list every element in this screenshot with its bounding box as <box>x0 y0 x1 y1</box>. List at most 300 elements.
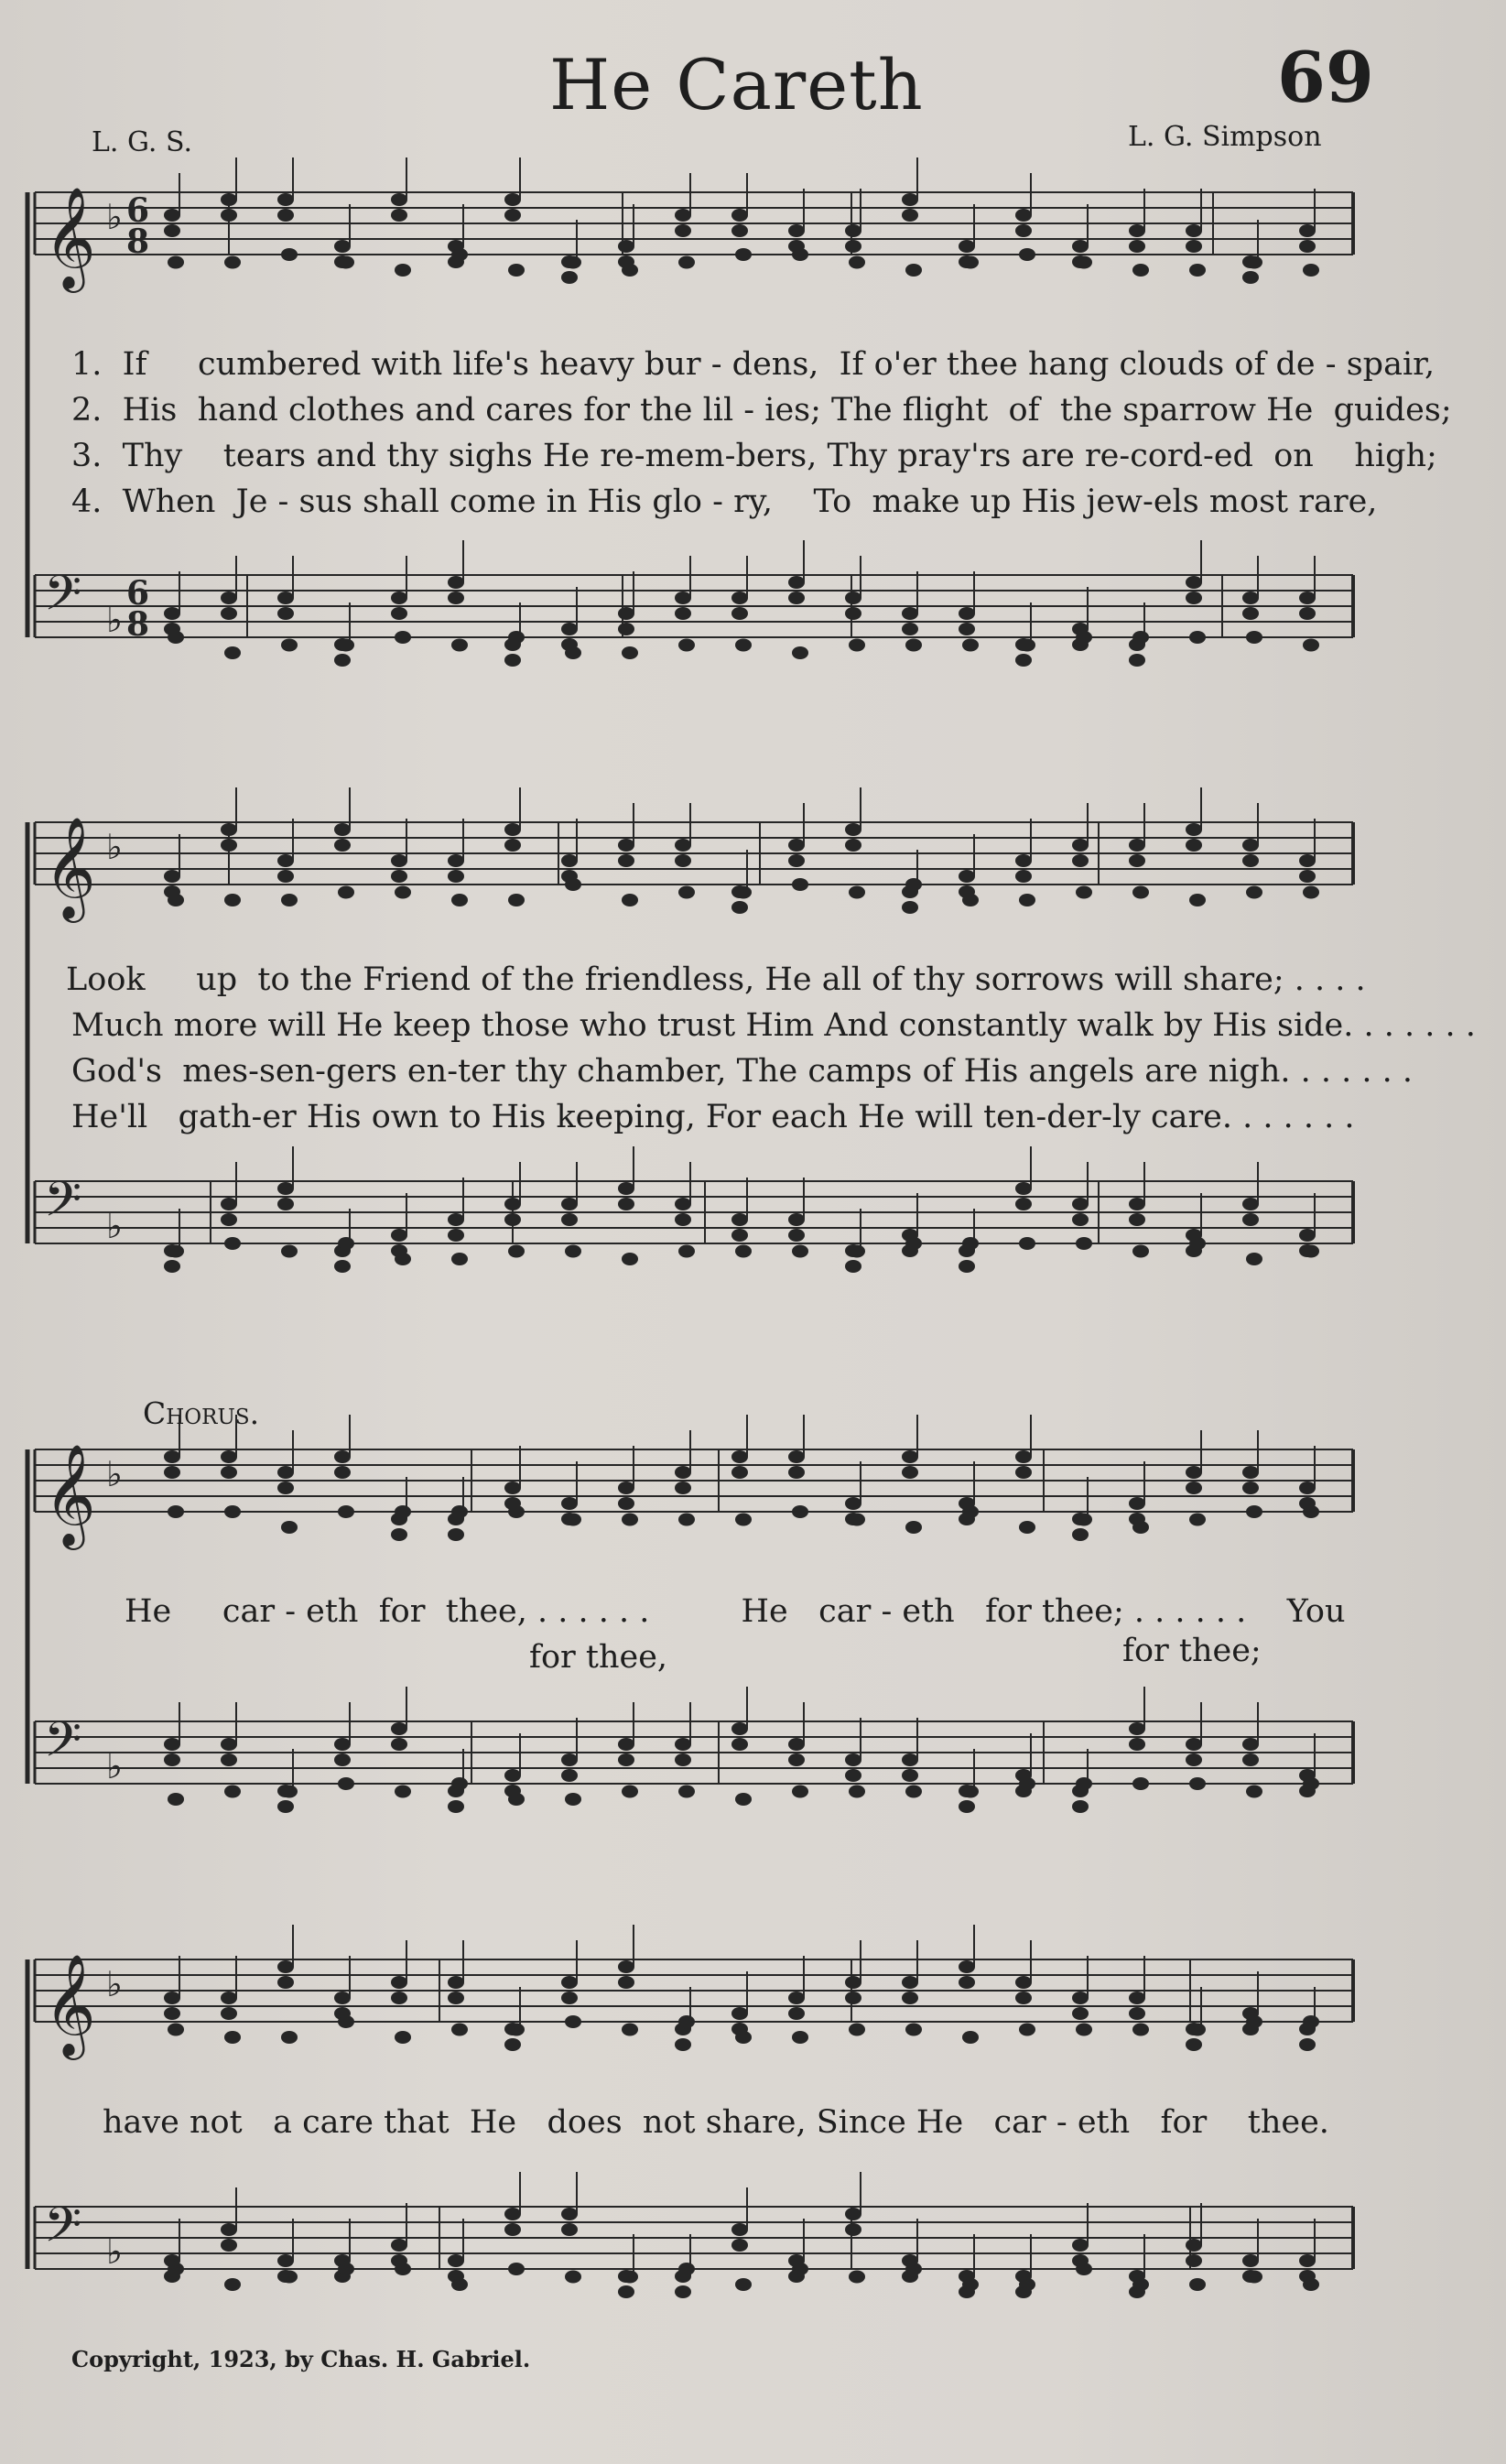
note-head <box>731 2007 748 2020</box>
note-head <box>845 839 861 852</box>
note-head <box>1015 1976 1032 1989</box>
note-head <box>395 631 411 644</box>
note-head <box>902 901 918 914</box>
note-head <box>451 1253 468 1265</box>
note-head <box>1072 2239 1089 2252</box>
note-head <box>845 224 861 237</box>
note-head <box>221 823 237 836</box>
note-head <box>224 2031 241 2044</box>
note-head <box>1072 839 1089 852</box>
note-head <box>448 1528 464 1541</box>
note-head <box>565 2015 581 2028</box>
note-head <box>164 209 180 222</box>
note-head <box>1246 1505 1262 1518</box>
note-head <box>618 1738 634 1751</box>
note-head <box>622 646 638 659</box>
note-head <box>504 2208 521 2220</box>
note-head <box>508 1245 525 1258</box>
note-head <box>618 854 634 867</box>
note-head <box>678 1245 695 1258</box>
note-head <box>448 1229 464 1242</box>
note-head <box>221 193 237 206</box>
note-head <box>845 1753 861 1766</box>
note-head <box>1186 839 1202 852</box>
note-head <box>731 1466 748 1479</box>
note-head <box>281 894 298 906</box>
note-head <box>277 870 294 883</box>
note-head <box>905 639 922 652</box>
note-head <box>561 1198 578 1210</box>
verse-2-line-1: 2. His hand clothes and cares for the lil - ies; The flight of the sparrow He guides; <box>71 392 1452 429</box>
note-head <box>391 592 407 604</box>
note-head <box>565 646 581 659</box>
note-head <box>845 1992 861 2004</box>
note-head <box>792 248 808 261</box>
note-head <box>448 854 464 867</box>
note-head <box>221 592 237 604</box>
bass-clef-icon: 𝄢 <box>44 1172 82 1240</box>
note-head <box>1129 1992 1145 2004</box>
note-head <box>1072 1198 1089 1210</box>
words-author: L. G. S. <box>92 126 192 158</box>
note-head <box>1242 607 1259 620</box>
note-head <box>221 607 237 620</box>
note-head <box>1015 1198 1032 1210</box>
note-head <box>164 1753 180 1766</box>
note-head <box>221 1450 237 1463</box>
note-head <box>451 639 468 652</box>
note-head <box>1246 2015 1262 2028</box>
note-head <box>1076 631 1092 644</box>
note-head <box>277 1198 294 1210</box>
time-signature-icon: 8 <box>126 223 150 261</box>
note-head <box>1303 2015 1319 2028</box>
note-head <box>959 1960 975 1973</box>
note-head <box>845 1976 861 1989</box>
note-head <box>1019 639 1035 652</box>
note-head <box>675 854 691 867</box>
note-head <box>1242 1482 1259 1494</box>
note-head <box>618 607 634 620</box>
flat-icon: ♭ <box>106 1964 123 2004</box>
note-head <box>168 256 184 269</box>
note-head <box>1129 854 1145 867</box>
bass-clef-icon: 𝄢 <box>44 2198 82 2265</box>
note-head <box>902 209 918 222</box>
note-head <box>1246 2271 1262 2284</box>
note-head <box>1186 240 1202 253</box>
note-head <box>221 1753 237 1766</box>
note-head <box>622 894 638 906</box>
note-head <box>1132 1521 1149 1534</box>
note-head <box>788 1229 805 1242</box>
note-head <box>1189 631 1206 644</box>
note-head <box>1132 2278 1149 2291</box>
note-head <box>1242 1466 1259 1479</box>
note-head <box>565 1514 581 1526</box>
note-head <box>224 1237 241 1250</box>
note-head <box>1129 1497 1145 1510</box>
note-head <box>1015 654 1032 667</box>
note-head <box>731 2223 748 2236</box>
note-head <box>224 256 241 269</box>
note-head <box>281 2031 298 2044</box>
treble-clef-icon: 𝄞 <box>44 816 96 918</box>
note-head <box>792 1786 808 1798</box>
note-head <box>221 839 237 852</box>
note-head <box>731 901 748 914</box>
note-head <box>561 2208 578 2220</box>
note-head <box>334 823 351 836</box>
note-head <box>448 1992 464 2004</box>
note-head <box>561 1992 578 2004</box>
note-head <box>1076 1777 1092 1790</box>
note-head <box>735 248 752 261</box>
note-head <box>622 2271 638 2284</box>
note-head <box>1303 639 1319 652</box>
note-head <box>959 607 975 620</box>
note-head <box>618 1482 634 1494</box>
note-head <box>1019 1521 1035 1534</box>
note-head <box>1189 1777 1206 1790</box>
note-head <box>221 1198 237 1210</box>
note-head <box>281 1521 298 1534</box>
note-head <box>788 1738 805 1751</box>
note-head <box>1132 1245 1149 1258</box>
note-head <box>1242 1213 1259 1226</box>
note-head <box>277 193 294 206</box>
note-head <box>1246 1253 1262 1265</box>
note-head <box>849 1514 865 1526</box>
note-head <box>1076 2263 1092 2275</box>
note-head <box>334 1992 351 2004</box>
note-head <box>395 886 411 899</box>
note-head <box>1129 1738 1145 1751</box>
note-head <box>845 240 861 253</box>
chorus-line-2: have not a care that He does not share, Since He car - eth for thee. <box>103 2104 1329 2141</box>
hymn-number: 69 <box>1277 37 1374 118</box>
note-head <box>448 1213 464 1226</box>
note-head <box>395 2263 411 2275</box>
note-head <box>1015 224 1032 237</box>
note-head <box>391 1722 407 1735</box>
note-head <box>618 1198 634 1210</box>
note-head <box>902 607 918 620</box>
note-head <box>959 623 975 635</box>
note-head <box>1242 1738 1259 1751</box>
note-head <box>1072 854 1089 867</box>
note-head <box>221 2007 237 2020</box>
note-head <box>845 1769 861 1782</box>
note-head <box>622 264 638 277</box>
note-head <box>675 607 691 620</box>
note-head <box>561 623 578 635</box>
note-head <box>1019 2024 1035 2036</box>
note-head <box>338 256 354 269</box>
note-head <box>168 2024 184 2036</box>
note-head <box>1072 1800 1089 1813</box>
verse-3-line-2: God's mes-sen-gers en-ter thy chamber, The camps of His angels are nigh. . . . . . . <box>71 1053 1413 1090</box>
note-head <box>905 264 922 277</box>
note-head <box>902 1466 918 1479</box>
note-head <box>788 839 805 852</box>
note-head <box>675 1198 691 1210</box>
note-head <box>504 823 521 836</box>
note-head <box>338 2263 354 2275</box>
note-head <box>1299 1229 1316 1242</box>
note-head <box>334 1450 351 1463</box>
note-head <box>277 1976 294 1989</box>
note-head <box>395 264 411 277</box>
note-head <box>1299 224 1316 237</box>
note-head <box>675 1738 691 1751</box>
note-head <box>277 854 294 867</box>
note-head <box>618 1960 634 1973</box>
note-head <box>1303 886 1319 899</box>
note-head <box>395 2031 411 2044</box>
note-head <box>168 631 184 644</box>
note-head <box>561 1497 578 1510</box>
note-head <box>281 639 298 652</box>
note-head <box>164 1466 180 1479</box>
note-head <box>448 592 464 604</box>
note-head <box>678 256 695 269</box>
note-head <box>849 639 865 652</box>
note-head <box>1019 894 1035 906</box>
note-head <box>164 1450 180 1463</box>
note-head <box>735 2278 752 2291</box>
note-head <box>281 1245 298 1258</box>
note-head <box>395 1505 411 1518</box>
note-head <box>1186 2254 1202 2267</box>
note-head <box>1186 823 1202 836</box>
note-head <box>1189 894 1206 906</box>
note-head <box>451 1505 468 1518</box>
note-head <box>731 1229 748 1242</box>
note-head <box>618 1976 634 1989</box>
note-head <box>334 1260 351 1273</box>
note-head <box>1299 854 1316 867</box>
note-head <box>1186 576 1202 589</box>
note-head <box>561 1213 578 1226</box>
note-head <box>1186 2239 1202 2252</box>
note-head <box>618 839 634 852</box>
note-head <box>788 2007 805 2020</box>
note-head <box>1246 1786 1262 1798</box>
note-head <box>675 2285 691 2298</box>
note-head <box>1246 256 1262 269</box>
note-head <box>451 2278 468 2291</box>
note-head <box>675 209 691 222</box>
note-head <box>905 2024 922 2036</box>
note-head <box>902 193 918 206</box>
note-head <box>675 1482 691 1494</box>
note-head <box>618 623 634 635</box>
note-head <box>678 639 695 652</box>
note-head <box>1132 886 1149 899</box>
note-head <box>622 1786 638 1798</box>
note-head <box>395 1253 411 1265</box>
note-head <box>788 592 805 604</box>
note-head <box>731 1738 748 1751</box>
note-head <box>962 1786 979 1798</box>
note-head <box>504 1769 521 1782</box>
flat-icon: ♭ <box>106 2231 123 2272</box>
note-head <box>678 886 695 899</box>
note-head <box>1072 1213 1089 1226</box>
note-head <box>905 1521 922 1534</box>
flat-icon: ♭ <box>106 1454 123 1494</box>
note-head <box>338 1237 354 1250</box>
note-head <box>277 1466 294 1479</box>
note-head <box>905 2263 922 2275</box>
note-head <box>731 1213 748 1226</box>
note-head <box>338 886 354 899</box>
verse-3-line-1: 3. Thy tears and thy sighs He re-mem-bers, Thy pray'rs are re-cord-ed on high; <box>71 438 1437 474</box>
note-head <box>221 2239 237 2252</box>
note-head <box>561 854 578 867</box>
note-head <box>1129 1198 1145 1210</box>
note-head <box>448 576 464 589</box>
note-head <box>561 2223 578 2236</box>
note-head <box>618 1497 634 1510</box>
note-head <box>334 1753 351 1766</box>
note-head <box>338 1777 354 1790</box>
note-head <box>675 839 691 852</box>
flat-icon: ♭ <box>106 197 123 237</box>
note-head <box>792 646 808 659</box>
note-head <box>1303 1245 1319 1258</box>
note-head <box>338 2015 354 2028</box>
note-head <box>1072 2007 1089 2020</box>
note-head <box>281 1786 298 1798</box>
note-head <box>788 1450 805 1463</box>
note-head <box>618 240 634 253</box>
note-head <box>1303 1505 1319 1518</box>
note-head <box>792 878 808 891</box>
note-head <box>1189 2024 1206 2036</box>
note-head <box>622 1514 638 1526</box>
note-head <box>508 2024 525 2036</box>
note-head <box>1242 271 1259 284</box>
note-head <box>845 1497 861 1510</box>
chorus-echo-2: for thee; <box>1122 1633 1262 1669</box>
note-head <box>905 878 922 891</box>
note-head <box>735 886 752 899</box>
flat-icon: ♭ <box>106 827 123 867</box>
note-head <box>338 1505 354 1518</box>
note-head <box>788 854 805 867</box>
note-head <box>1129 1213 1145 1226</box>
note-head <box>959 1260 975 1273</box>
note-head <box>1132 1777 1149 1790</box>
note-head <box>731 2239 748 2252</box>
note-head <box>224 646 241 659</box>
note-head <box>338 639 354 652</box>
note-head <box>1129 839 1145 852</box>
note-head <box>504 209 521 222</box>
note-head <box>678 1514 695 1526</box>
note-head <box>451 1777 468 1790</box>
chorus-echo-1: for thee, <box>529 1639 668 1676</box>
note-head <box>281 248 298 261</box>
note-head <box>1299 2038 1316 2051</box>
note-head <box>164 2007 180 2020</box>
note-head <box>1072 240 1089 253</box>
note-head <box>281 2271 298 2284</box>
note-head <box>334 839 351 852</box>
note-head <box>849 2271 865 2284</box>
note-head <box>731 1722 748 1735</box>
note-head <box>221 209 237 222</box>
note-head <box>731 592 748 604</box>
note-head <box>1129 2007 1145 2020</box>
note-head <box>277 1800 294 1813</box>
note-head <box>1076 256 1092 269</box>
note-head <box>391 2239 407 2252</box>
note-head <box>1303 1777 1319 1790</box>
note-head <box>395 1786 411 1798</box>
note-head <box>1072 1528 1089 1541</box>
note-head <box>675 592 691 604</box>
note-head <box>168 1505 184 1518</box>
note-head <box>508 1793 525 1806</box>
note-head <box>1299 2254 1316 2267</box>
note-head <box>504 1213 521 1226</box>
note-head <box>959 870 975 883</box>
note-head <box>845 1260 861 1273</box>
note-head <box>1019 248 1035 261</box>
note-head <box>962 1505 979 1518</box>
note-head <box>1186 592 1202 604</box>
note-head <box>1299 240 1316 253</box>
note-head <box>1129 1722 1145 1735</box>
note-head <box>565 256 581 269</box>
treble-clef-icon: 𝄞 <box>44 1953 96 2056</box>
bass-clef-icon: 𝄢 <box>44 1712 82 1780</box>
note-head <box>618 1753 634 1766</box>
note-head <box>391 1976 407 1989</box>
note-head <box>1186 1753 1202 1766</box>
note-head <box>1132 2024 1149 2036</box>
note-head <box>845 2223 861 2236</box>
note-head <box>221 1992 237 2004</box>
note-head <box>735 1514 752 1526</box>
note-head <box>508 631 525 644</box>
note-head <box>962 2278 979 2291</box>
verse-2-line-2: Much more will He keep those who trust Him And constantly walk by His side. . . . . . . <box>71 1007 1476 1044</box>
note-head <box>845 607 861 620</box>
note-head <box>731 209 748 222</box>
music-composer: L. G. Simpson <box>1128 121 1322 153</box>
note-head <box>735 1245 752 1258</box>
note-head <box>1303 2278 1319 2291</box>
note-head <box>622 1253 638 1265</box>
note-head <box>221 1738 237 1751</box>
note-head <box>277 1960 294 1973</box>
verse-4-line-1: 4. When Je - sus shall come in His glo - ry, To make up His jew-els most rare, <box>71 483 1378 520</box>
note-head <box>164 607 180 620</box>
note-head <box>391 870 407 883</box>
copyright-notice: Copyright, 1923, by Chas. H. Gabriel. <box>71 2346 531 2372</box>
note-head <box>168 1793 184 1806</box>
note-head <box>905 1786 922 1798</box>
note-head <box>168 894 184 906</box>
note-head <box>1242 1753 1259 1766</box>
note-head <box>788 1466 805 1479</box>
note-head <box>565 1245 581 1258</box>
note-head <box>1019 1237 1035 1250</box>
